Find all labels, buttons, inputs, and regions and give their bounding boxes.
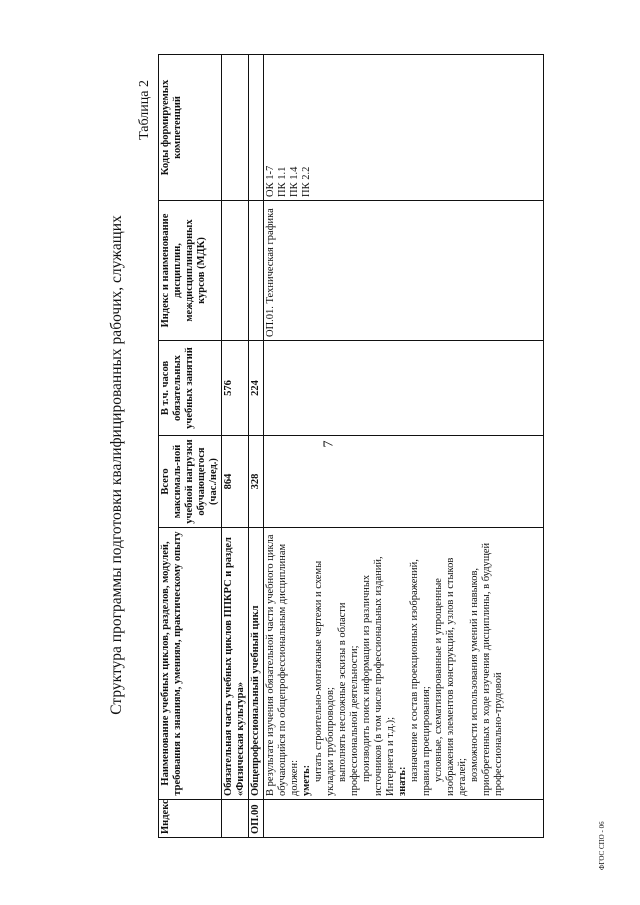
header-mandatory: В т.ч. часов обязательных учебных занятий [159,341,222,436]
competence-code: ПК 1.1 [277,166,288,197]
header-name: Наименование учебных циклов, разделов, модулей, требования к знаниям, умениям, практическому опыту [159,528,222,800]
cell-competences [264,55,544,201]
cell-competences [249,55,264,201]
skill-item: производить поиск информации из различных источников (в том числе профессиональных изданий, Интернета и т.д.); [361,556,396,796]
competence-code: ПК 2.2 [301,166,312,197]
page-number: 7 [321,440,337,448]
cell-name: Обязательная часть учебных циклов ППКРС и раздел «Физическая культура» [222,528,249,800]
table-header-row [159,55,222,838]
cell-name: Общепрофессиональный учебный цикл [249,528,264,800]
cell-index: ОП.00 [249,800,264,838]
knowledge-item: возможности использования умений и навыков, приобретенных в ходе изучения дисциплины, в будущей профессионально-трудовой [469,542,504,796]
skill-item: читать строительно-монтажные чертежи и схемы укладки трубопроводов; [313,560,336,796]
page-title: Структура программы подготовки квалифицированных рабочих, служащих [108,215,125,715]
rotated-page-content [108,50,538,880]
cell-index [222,800,249,838]
structure-table [158,54,544,838]
knowledge-item: назначение и состав проекционных изображений, правила проецирования; [409,559,432,796]
skills-label: уметь: [301,764,312,796]
cell-max-load: 328 [249,436,264,528]
knowledge-label: знать: [397,766,408,796]
table-row [222,55,249,838]
cell-mandatory: 576 [222,341,249,436]
competence-code: ПК 1.4 [289,166,300,197]
competence-code: ОК 1-7 [265,165,276,197]
cell-discipline: ОП.01. Техническая графика [264,201,544,341]
table-row [249,55,264,838]
cell-competences [222,55,249,201]
knowledge-item: условные, схематизированные и упрощенные изображения элементов конструкций, узлов и стыков деталей; [433,557,468,796]
table-caption: Таблица 2 [137,80,152,140]
skill-item: выполнять несложные эскизы в области профессиональной деятельности; [337,602,360,796]
cell-discipline [222,201,249,341]
header-discipline: Индекс и наименование дисциплин, междисциплинарных курсов (МДК) [159,201,222,341]
header-max-load: Всего максималь-ной учебной нагрузки обучающегося (час./нед.) [159,436,222,528]
cell-max-load: 864 [222,436,249,528]
header-competences: Коды формируемых компетенций [159,55,222,201]
footer-code: ФГОС СПО - 06 [598,821,606,870]
header-index: Индекс [159,800,222,838]
cell-discipline [249,201,264,341]
cell-mandatory [264,341,544,436]
requirements-intro: В результате изучения обязательной части учебного цикла обучающийся по общепрофессиональным дисциплинам должен: [265,534,300,796]
cell-index [264,800,544,838]
cell-requirements [264,528,544,800]
cell-max-load [264,436,544,528]
cell-mandatory: 224 [249,341,264,436]
table-row [264,55,544,838]
